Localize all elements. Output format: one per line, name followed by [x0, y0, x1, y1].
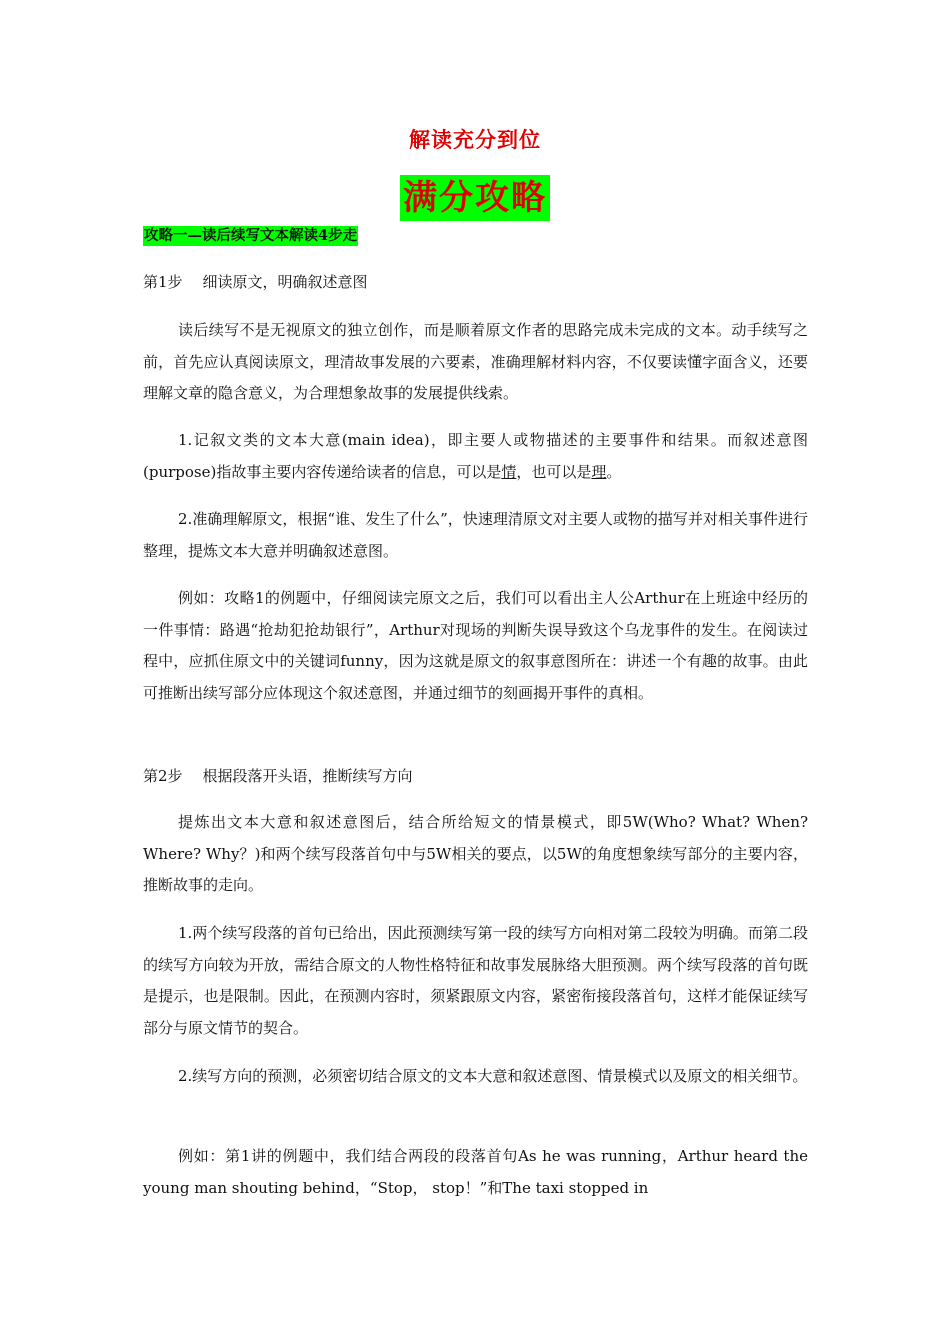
paragraph-example-2: 例如：第1讲的例题中，我们结合两段的段落首句As he was running，Arthur heard the young man shouting behind，“Stop， stop！”和The taxi stopped in — [143, 1147, 808, 1197]
paragraph-point-2: 2.准确理解原文，根据“谁、发生了什么”，快速理清原文对主要人或物的描写并对相关事件进行整理，提炼文本大意并明确叙述意图。 — [143, 510, 808, 560]
banner-wrap — [0, 175, 950, 221]
point-1-text-mid: ，也可以是 — [516, 462, 592, 481]
underlined-qing: 情 — [501, 462, 517, 481]
paragraph-step-2-point-2: 2.续写方向的预测，必须密切结合原文的文本大意和叙述意图、情景模式以及原文的相关细节。 — [178, 1067, 808, 1085]
step-2-label: 第2步 — [143, 767, 183, 785]
paragraph-step-2-point-1: 1.两个续写段落的首句已给出，因此预测续写第一段的续写方向相对第二段较为明确。而第二段的续写方向较为开放，需结合原文的人物性格特征和故事发展脉络大胆预测。两个续写段落的首句既是提示，也是限制。因此，在预测内容时，须紧跟原文内容，紧密衔接段落首句，这样才能保证续写部分与原文情节的契合。 — [143, 924, 808, 1037]
paragraph-step-2-intro: 提炼出文本大意和叙述意图后，结合所给短文的情景模式，即5W(Who? What? When? Where? Why？)和两个续写段落首句中与5W相关的要点，以5W的角度想象续写部分的主要内容，推断故事的走向。 — [143, 813, 808, 894]
step-1-text: 细读原文，明确叙述意图 — [202, 273, 368, 291]
banner-heading: 满分攻略 — [400, 175, 550, 221]
point-1-text-end: 。 — [606, 462, 622, 481]
paragraph-point-1 — [143, 425, 808, 488]
page-title: 解读充分到位 — [409, 127, 541, 152]
underlined-li: 理 — [591, 462, 607, 481]
point-1-text: 1.记叙文类的文本大意(main idea)，即主要人或物描述的主要事件和结果。而叙述意图(purpose)指故事主要内容传递给读者的信息，可以是 — [143, 431, 808, 481]
step-2-text: 根据段落开头语，推断续写方向 — [202, 767, 413, 785]
step-1-label: 第1步 — [143, 273, 183, 291]
step-2-heading — [143, 766, 413, 786]
section-subheading: 攻略一—读后续写文本解读4步走 — [144, 227, 358, 244]
paragraph-intro: 读后续写不是无视原文的独立创作，而是顺着原文作者的思路完成未完成的文本。动手续写之前，首先应认真阅读原文，理清故事发展的六要素，准确理解材料内容，不仅要读懂字面含义，还要理解文章的隐含意义，为合理想象故事的发展提供线索。 — [143, 321, 808, 402]
step-1-heading — [143, 272, 368, 292]
paragraph-example-1: 例如：攻略1的例题中，仔细阅读完原文之后，我们可以看出主人公Arthur在上班途中经历的一件事情：路遇“抢劫犯抢劫银行”，Arthur对现场的判断失误导致这个乌龙事件的发生。在阅读过程中，应抓住原文中的关键词funny，因为这就是原文的叙事意图所在：讲述一个有趣的故事。由此可推断出续写部分应体现这个叙述意图，并通过细节的刻画揭开事件的真相。 — [143, 589, 808, 702]
